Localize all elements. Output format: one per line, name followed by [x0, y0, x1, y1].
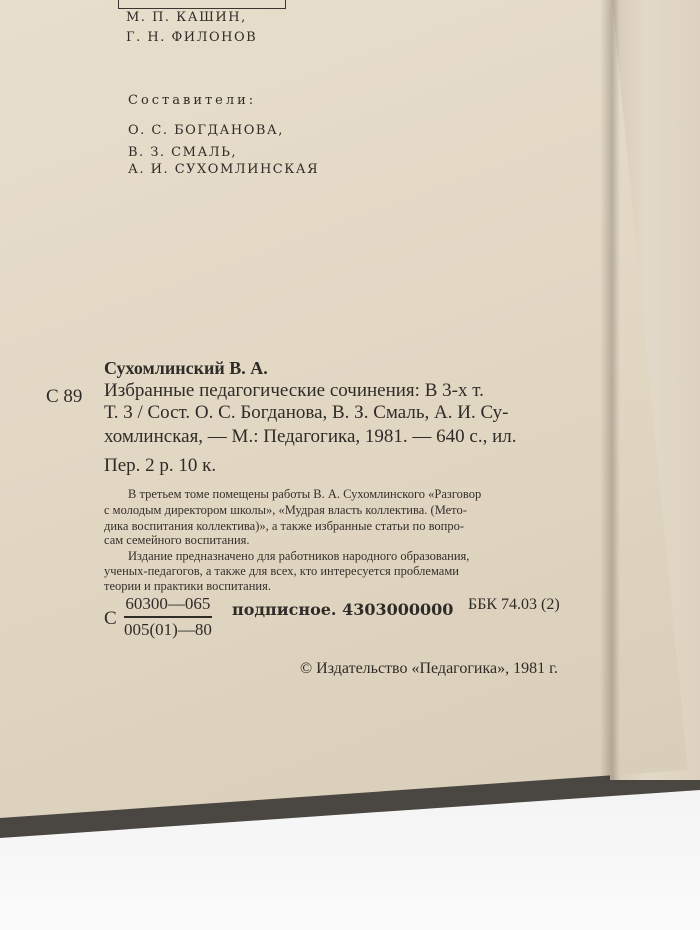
catalog-line-1: Избранные педагогические сочинения: В 3-х т. [104, 380, 484, 401]
compilers-heading: Составители: [128, 93, 257, 108]
page-fold-shadow [600, 0, 620, 780]
price: Пер. 2 р. 10 к. [104, 455, 217, 476]
index-letter: С [104, 608, 117, 629]
compiler-1: О. С. БОГДАНОВА, [128, 123, 284, 138]
compiler-3: А. И. СУХОМЛИНСКАЯ [128, 162, 320, 177]
catalog-line-2: Т. 3 / Сост. О. С. Богданова, В. З. Смаль, А. И. Су- [104, 402, 509, 423]
annotation-line-4: сам семейного воспитания. [104, 533, 250, 547]
compiler-2: В. З. СМАЛЬ, [128, 145, 238, 160]
annotation-line-5: Издание предназначено для работников народного образования, [128, 549, 470, 563]
editors-frame [118, 0, 286, 9]
editor-1: М. П. КАШИН, [126, 10, 247, 25]
fraction-bar [124, 616, 212, 618]
catalog-line-3: хомлинская, — М.: Педагогика, 1981. — 640 с., ил. [104, 426, 517, 447]
subscription-code: подписное. 4303000000 [232, 600, 454, 619]
index-fraction [124, 594, 212, 640]
index-numerator: 60300—065 [125, 594, 211, 613]
editor-2: Г. Н. ФИЛОНОВ [126, 30, 258, 45]
class-code: С 89 [46, 386, 83, 407]
annotation-line-6: ученых-педагогов, а также для всех, кто интересуется проблемами [104, 564, 459, 578]
index-denominator: 005(01)—80 [124, 619, 212, 639]
annotation-line-1: В третьем томе помещены работы В. А. Сухомлинского «Разговор [128, 487, 482, 501]
annotation-line-3: дика воспитания коллектива)», а также избранные статьи по вопро- [104, 519, 465, 533]
annotation-line-2: с молодым директором школы», «Мудрая власть коллектива. (Мето- [104, 503, 467, 517]
author-heading: Сухомлинский В. А. [104, 358, 268, 378]
bbk-code: ББК 74.03 (2) [468, 596, 560, 613]
annotation-line-7: теории и практики воспитания. [104, 579, 271, 593]
copyright-line: © Издательство «Педагогика», 1981 г. [300, 660, 558, 677]
